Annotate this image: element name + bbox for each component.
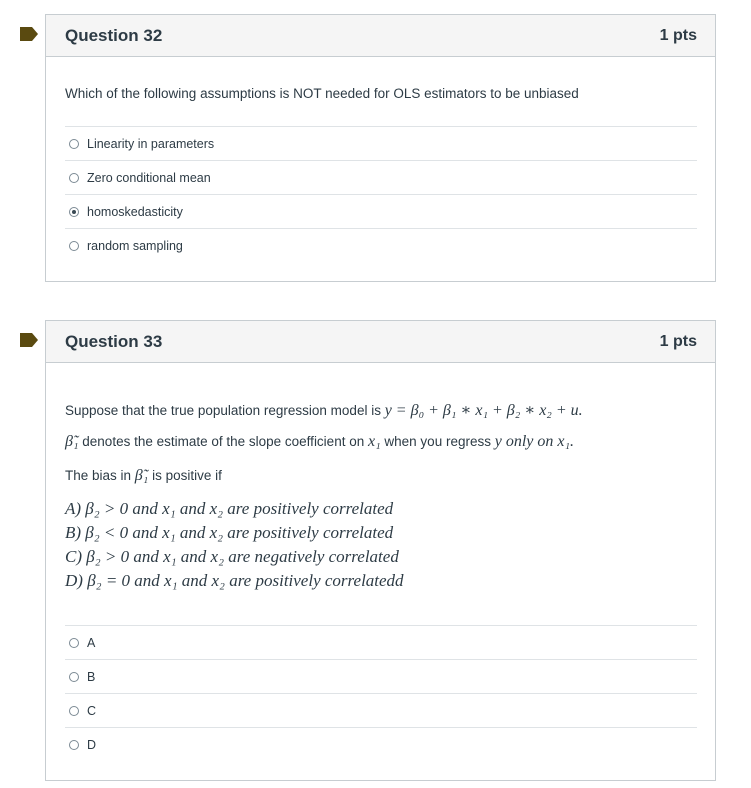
radio-button-selected[interactable] [69,207,79,217]
answer-option[interactable] [65,160,697,194]
question-flag-icon[interactable] [20,333,38,347]
regression-equation: y = β₀ + β₁ ∗ x₁ + β₂ ∗ x₂ + u. [384,402,583,419]
answer-label[interactable]: C [87,703,97,718]
option-line: C) β₂ > 0 and x₁ and x₂ are negatively correlated [65,547,399,566]
math-phrase: y only on x₁. [494,433,575,450]
question-33-card [45,320,716,781]
question-32-card [45,14,716,282]
question-33-points: 1 pts [659,332,697,350]
math-variable: x₁ [367,433,381,450]
answer-option[interactable] [65,194,697,228]
question-32-text: Which of the following assumptions is NOT needed for OLS estimators to be unbiased [65,86,579,101]
answer-option[interactable] [65,625,697,659]
question-text: is positive if [148,468,222,483]
answer-label[interactable]: D [87,737,97,752]
question-text: The bias in [65,468,135,483]
question-32-header [46,15,715,57]
question-33-line-3 [65,467,222,485]
question-33-options [65,497,404,593]
radio-button[interactable] [69,241,79,251]
answer-option[interactable] [65,228,697,262]
question-32-title: Question 32 [65,25,163,45]
question-33-answers [65,625,697,761]
question-text: when you regress [380,434,495,449]
question-32-points: 1 pts [659,26,697,44]
answer-option[interactable] [65,693,697,727]
answer-label[interactable]: Zero conditional mean [87,170,211,185]
option-line: D) β₂ = 0 and x₁ and x₂ are positively correlatedd [65,571,404,590]
question-33-title: Question 33 [65,331,163,351]
answer-label[interactable]: random sampling [87,238,183,253]
radio-button[interactable] [69,139,79,149]
beta-tilde-symbol: β̃₁ [65,433,79,450]
question-text: Suppose that the true population regression model is [65,403,385,418]
question-33-line-2 [65,433,574,451]
option-line: A) β₂ > 0 and x₁ and x₂ are positively correlated [65,499,394,518]
answer-option[interactable] [65,659,697,693]
radio-button[interactable] [69,173,79,183]
radio-button[interactable] [69,706,79,716]
answer-option[interactable] [65,727,697,761]
answer-label[interactable]: Linearity in parameters [87,136,215,151]
option-line: B) β₂ < 0 and x₁ and x₂ are positively correlated [65,523,394,542]
answer-label[interactable]: homoskedasticity [87,204,183,219]
question-32-answers [65,126,697,262]
question-33-line-1 [65,400,583,420]
question-text: denotes the estimate of the slope coefficient on [78,434,368,449]
question-33-header [46,321,715,363]
radio-button[interactable] [69,638,79,648]
radio-button[interactable] [69,740,79,750]
answer-option[interactable] [65,126,697,160]
answer-label[interactable]: B [87,669,96,684]
radio-button[interactable] [69,672,79,682]
question-flag-icon[interactable] [20,27,38,41]
answer-label[interactable]: A [87,635,96,650]
beta-tilde-symbol: β̃₁ [134,467,149,484]
